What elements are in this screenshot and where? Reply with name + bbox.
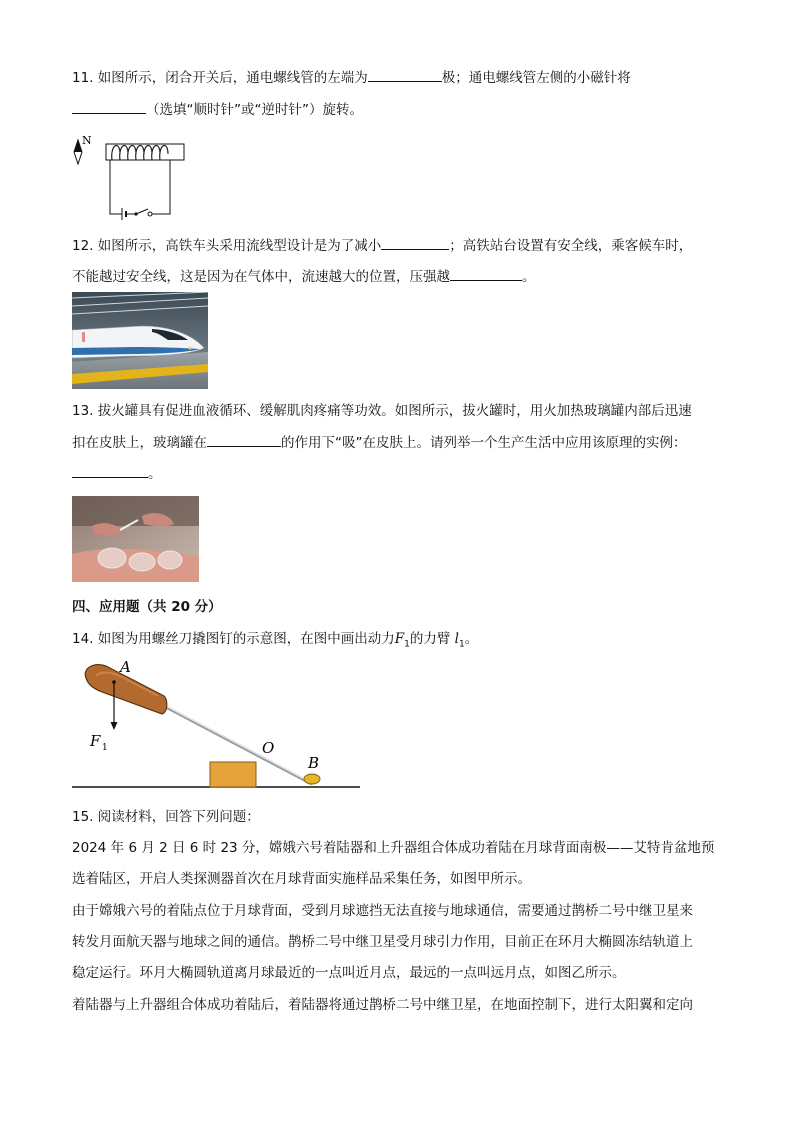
q13-text-2: 扣在皮肤上，玻璃罐在 bbox=[72, 435, 207, 451]
section-4-title: 四、应用题（共 20 分） bbox=[72, 599, 222, 615]
q13-text-3: 的作用下“吸”在皮肤上。请列举一个生产生活中应用该原理的实例： bbox=[281, 435, 687, 451]
screwdriver-lever-figure bbox=[72, 656, 362, 792]
q12-text-3: 不能越过安全线，这是因为在气体中，流速越大的位置，压强越 bbox=[72, 269, 450, 285]
q11-text-1: 11. 如图所示，闭合开关后，通电螺线管的左端为 bbox=[72, 70, 368, 86]
q12-text-4: 。 bbox=[522, 269, 536, 285]
label-point-a: A bbox=[120, 658, 131, 676]
q12-line-1 bbox=[72, 236, 692, 255]
label-force-f-sub: 1 bbox=[102, 743, 108, 753]
q15-paragraph-line-2: 选着陆区，开启人类探测器首次在月球背面实施样品采集任务，如图甲所示。 bbox=[72, 871, 531, 887]
q12-text-2: ；高铁站台设置有安全线，乘客候车时， bbox=[449, 238, 693, 254]
q11-blank-rotation[interactable] bbox=[72, 100, 146, 114]
circuit-wire-right bbox=[150, 160, 170, 214]
q15-paragraph-line-6: 着陆器与上升器组合体成功着陆后，着陆器将通过鹊桥二号中继卫星，在地面控制下，进行太阳翼和定向 bbox=[72, 997, 693, 1013]
q14-text-2: 的力臂 bbox=[409, 631, 451, 647]
solenoid-coil bbox=[112, 145, 168, 160]
compass-label-n: N bbox=[82, 134, 92, 147]
q11-blank-pole[interactable] bbox=[368, 68, 442, 82]
cupping-therapy-photo bbox=[72, 496, 199, 582]
label-fulcrum-o: O bbox=[262, 739, 275, 757]
point-a-dot bbox=[112, 680, 116, 684]
q14-force-symbol: F bbox=[394, 631, 405, 647]
label-point-b: B bbox=[308, 754, 320, 772]
q12-blank-pressure[interactable] bbox=[450, 267, 522, 281]
q12-line-2 bbox=[72, 267, 536, 286]
q15-paragraph-line-3: 由于嫦娥六号的着陆点位于月球背面，受到月球遮挡无法直接与地球通信，需要通过鹊桥二号中继卫星来 bbox=[72, 903, 693, 919]
q13-blank-example[interactable] bbox=[72, 464, 148, 478]
screwdriver-lever-diagram bbox=[72, 656, 362, 792]
q11-line-2 bbox=[72, 100, 363, 119]
q12-text-1: 12. 如图所示，高铁车头采用流线型设计是为了减小 bbox=[72, 238, 382, 254]
q13-blank-force[interactable] bbox=[207, 433, 281, 447]
q14-force-sub: 1 bbox=[404, 639, 410, 650]
q11-text-2: 极；通电螺线管左侧的小磁针将 bbox=[441, 70, 631, 86]
label-force-f: F bbox=[90, 732, 101, 750]
cupping-illustration bbox=[72, 496, 199, 582]
pushpin bbox=[304, 774, 320, 784]
q14-arm-symbol: l bbox=[454, 631, 459, 647]
q14-text-3: 。 bbox=[464, 631, 479, 647]
switch-lever-icon bbox=[136, 209, 148, 214]
q15-paragraph-line-5: 稳定运行。环月大椭圆轨道离月球最近的一点叫近月点，最远的一点叫远月点，如图乙所示。 bbox=[72, 965, 626, 981]
q14-text-1: 14. 如图为用螺丝刀撬图钉的示意图，在图中画出动力 bbox=[72, 631, 395, 647]
q13-line-2 bbox=[72, 433, 687, 452]
high-speed-train-photo bbox=[72, 292, 208, 389]
train-illustration bbox=[72, 292, 208, 389]
q14-line-1 bbox=[72, 630, 478, 654]
q15-intro: 15. 阅读材料，回答下列问题： bbox=[72, 809, 260, 825]
q15-paragraph-line-4: 转发月面航天器与地球之间的通信。鹊桥二号中继卫星受月球引力作用，目前正在环月大椭圆冻结轨道上 bbox=[72, 934, 693, 950]
q12-blank-resistance[interactable] bbox=[381, 236, 449, 250]
q13-text-4: 。 bbox=[148, 466, 162, 482]
solenoid-circuit-diagram bbox=[70, 130, 195, 220]
circuit-wire-left bbox=[110, 160, 122, 214]
q11-line-1 bbox=[72, 68, 631, 87]
solenoid-circuit-figure bbox=[70, 130, 195, 220]
q13-line-1 bbox=[72, 402, 692, 420]
compass-needle-north-icon bbox=[74, 140, 82, 152]
support-block bbox=[210, 762, 256, 787]
q13-line-3 bbox=[72, 464, 162, 483]
switch-contact bbox=[148, 212, 152, 216]
q15-paragraph-line-1: 2024 年 6 月 2 日 6 时 23 分，嫦娥六号着陆器和上升器组合体成功着陆在月球背面南极——艾特肯盆地预 bbox=[72, 840, 715, 856]
force-f1-arrowhead-icon bbox=[111, 722, 118, 730]
q13-text-1: 13. 拔火罐具有促进血液循环、缓解肌肉疼痛等功效。如图所示，拔火罐时，用火加热玻璃罐内部后迅速 bbox=[72, 403, 692, 419]
q14-arm-sub: 1 bbox=[459, 639, 465, 650]
q11-text-3: （选填“顺时针”或“逆时针”）旋转。 bbox=[146, 102, 363, 118]
